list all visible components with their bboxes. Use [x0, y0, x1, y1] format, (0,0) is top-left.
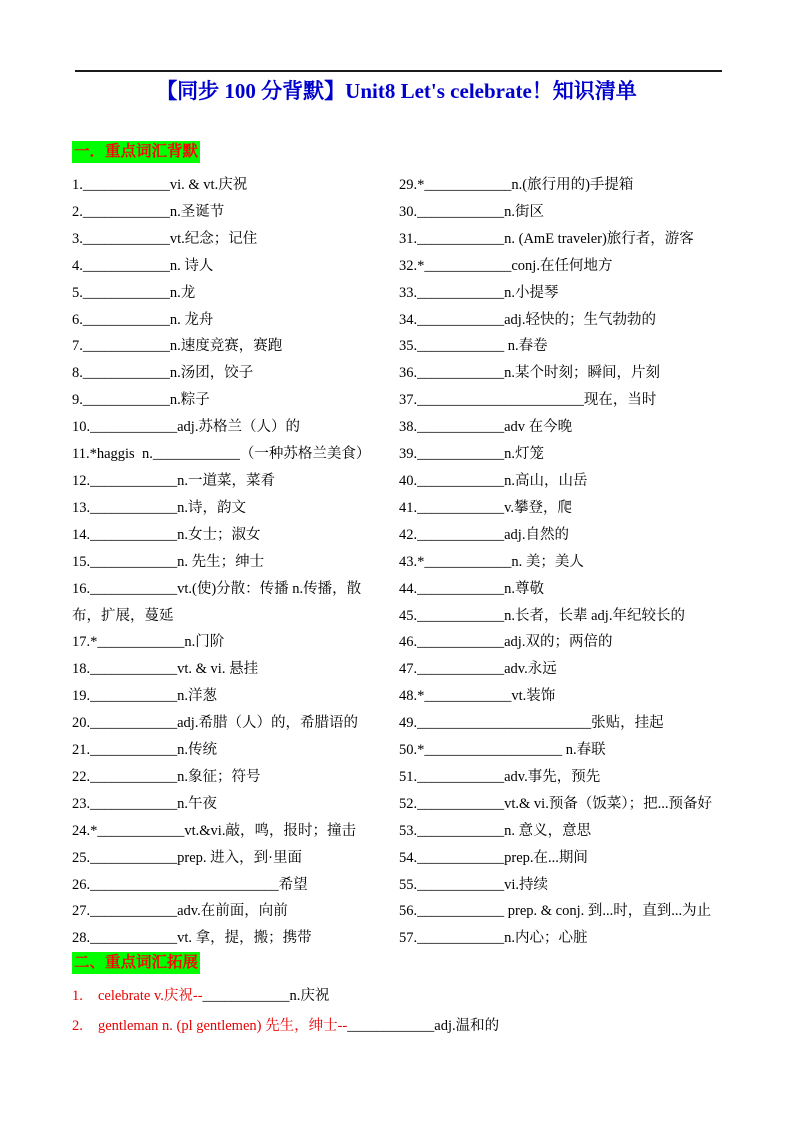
vocab-item: 25.____________prep. 进入，到·里面	[72, 849, 302, 866]
vocab-item: 7.____________n.速度竞赛，赛跑	[72, 338, 283, 355]
vocab-item: 4.____________n. 诗人	[72, 257, 214, 274]
vocab-item: 47.____________adv.永远	[399, 661, 557, 678]
vocab-item: 41.____________v.攀登，爬	[399, 499, 573, 516]
vocab-item: 52.____________vt.& vi.预备（饭菜）；把...预备好	[399, 795, 712, 812]
vocab-item: 8.____________n.汤团，饺子	[72, 365, 254, 382]
vocab-item: 26.__________________________希望	[72, 876, 308, 893]
vocab-item: 43.*____________n. 美；美人	[399, 553, 584, 570]
vocab-item: 10.____________adj.苏格兰（人）的	[72, 419, 300, 436]
vocab-item: 12.____________n.一道菜，菜肴	[72, 472, 275, 489]
item-source-word: gentleman n. (pl gentlemen) 先生，绅士--	[98, 1018, 348, 1035]
vocab-item: 28.____________vt. 拿，提，搬；携带	[72, 930, 312, 947]
vocab-item: 17.*____________n.门阶	[72, 634, 225, 651]
vocab-item: 24.*____________vt.&vi.敲，鸣，报时；撞击	[72, 822, 356, 839]
vocab-item: 53.____________n. 意义，意思	[399, 822, 592, 839]
vocab-item: 55.____________vi.持续	[399, 876, 549, 893]
vocab-column-left	[72, 172, 382, 952]
vocab-column-right	[399, 172, 721, 952]
vocab-item: 5.____________n.龙	[72, 284, 196, 301]
vocab-item: 42.____________adj.自然的	[399, 526, 569, 543]
vocab-item: 56.____________ prep. & conj. 到...时，直到...为止	[399, 903, 712, 920]
vocab-item: 38.____________adv 在今晚	[399, 419, 573, 436]
vocab-item: 14.____________n.女士；淑女	[72, 526, 261, 543]
vocab-item: 44.____________n.尊敬	[399, 580, 544, 597]
vocab-item: 27.____________adv.在前面，向前	[72, 903, 288, 920]
section1-heading-row	[72, 141, 721, 163]
horizontal-rule	[75, 70, 722, 72]
vocab-item: 2.____________n.圣诞节	[72, 203, 225, 220]
vocab-item: 6.____________n. 龙舟	[72, 311, 214, 328]
item-derived-meaning: adj.温和的	[434, 1018, 500, 1035]
vocab-item: 30.____________n.街区	[399, 203, 544, 220]
vocab-item: 20.____________adj.希腊（人）的，希腊语的	[72, 715, 358, 732]
section2-heading: 二、重点词汇拓展	[72, 952, 200, 974]
vocab-item: 15.____________n. 先生；绅士	[72, 553, 265, 570]
vocab-item: 19.____________n.洋葱	[72, 688, 217, 705]
vocab-item: 54.____________prep.在...期间	[399, 849, 588, 866]
vocab-item: 18.____________vt. & vi. 悬挂	[72, 661, 259, 678]
vocab-item: 29.*____________n.(旅行用的)手提箱	[399, 177, 634, 193]
vocab-item: 22.____________n.象征；符号	[72, 768, 261, 785]
vocab-item: 48.*____________vt.装饰	[399, 688, 556, 705]
vocab-item: 9.____________n.粽子	[72, 392, 210, 409]
item-blank: ____________	[347, 1018, 435, 1035]
vocab-item: 57.____________n.内心；心脏	[399, 930, 588, 947]
section2-heading-row	[72, 952, 721, 974]
section1-heading: 一．重点词汇背默	[72, 141, 200, 163]
item-text	[98, 1011, 499, 1041]
item-number: 1.	[72, 988, 83, 1005]
vocab-item: 35.____________ n.春卷	[399, 338, 548, 355]
vocab-item: 36.____________n.某个时刻；瞬间，片刻	[399, 365, 660, 382]
extension-item	[72, 1011, 721, 1041]
vocab-item: 1.____________vi. & vt.庆祝	[72, 177, 248, 193]
vocab-item: 34.____________adj.轻快的；生气勃勃的	[399, 311, 656, 328]
vocab-item: 31.____________n. (AmE traveler)旅行者，游客	[399, 230, 694, 247]
vocab-item: 32.*____________conj.在任何地方	[399, 257, 613, 274]
vocab-item: 39.____________n.灯笼	[399, 446, 544, 463]
vocab-item: 49.________________________张贴，挂起	[399, 715, 664, 732]
vocab-item: 50.*___________________ n.春联	[399, 742, 606, 759]
vocab-item: 23.____________n.午夜	[72, 795, 217, 812]
extension-list	[72, 981, 721, 1041]
vocab-item: 16.____________vt.(使)分散：传播 n.传播，散布，扩展，蔓延	[72, 580, 362, 624]
vocab-item: 40.____________n.高山，山岳	[399, 472, 588, 489]
vocab-item: 33.____________n.小提琴	[399, 284, 559, 301]
item-derived-meaning: n.庆祝	[289, 988, 330, 1005]
vocab-item: 45.____________n.长者，长辈 adj.年纪较长的	[399, 607, 685, 624]
vocab-item: 21.____________n.传统	[72, 742, 217, 759]
extension-item	[72, 981, 721, 1011]
page-title: 【同步 100 分背默】Unit8 Let's celebrate！知识清单	[156, 79, 637, 103]
vocab-item: 13.____________n.诗，韵文	[72, 499, 246, 516]
vocab-item: 37._______________________现在，当时	[399, 392, 657, 409]
item-blank: ____________	[202, 988, 290, 1005]
item-source-word: celebrate v.庆祝--	[98, 988, 203, 1005]
vocab-item: 46.____________adj.双的；两倍的	[399, 634, 613, 651]
item-text	[98, 981, 329, 1011]
vocab-item: 3.____________vt.纪念；记住	[72, 230, 258, 247]
item-number: 2.	[72, 1018, 83, 1035]
vocab-columns	[72, 172, 721, 952]
vocab-item: 11.*haggis n.____________（一种苏格兰美食）	[72, 446, 371, 463]
vocab-item: 51.____________adv.事先，预先	[399, 768, 601, 785]
